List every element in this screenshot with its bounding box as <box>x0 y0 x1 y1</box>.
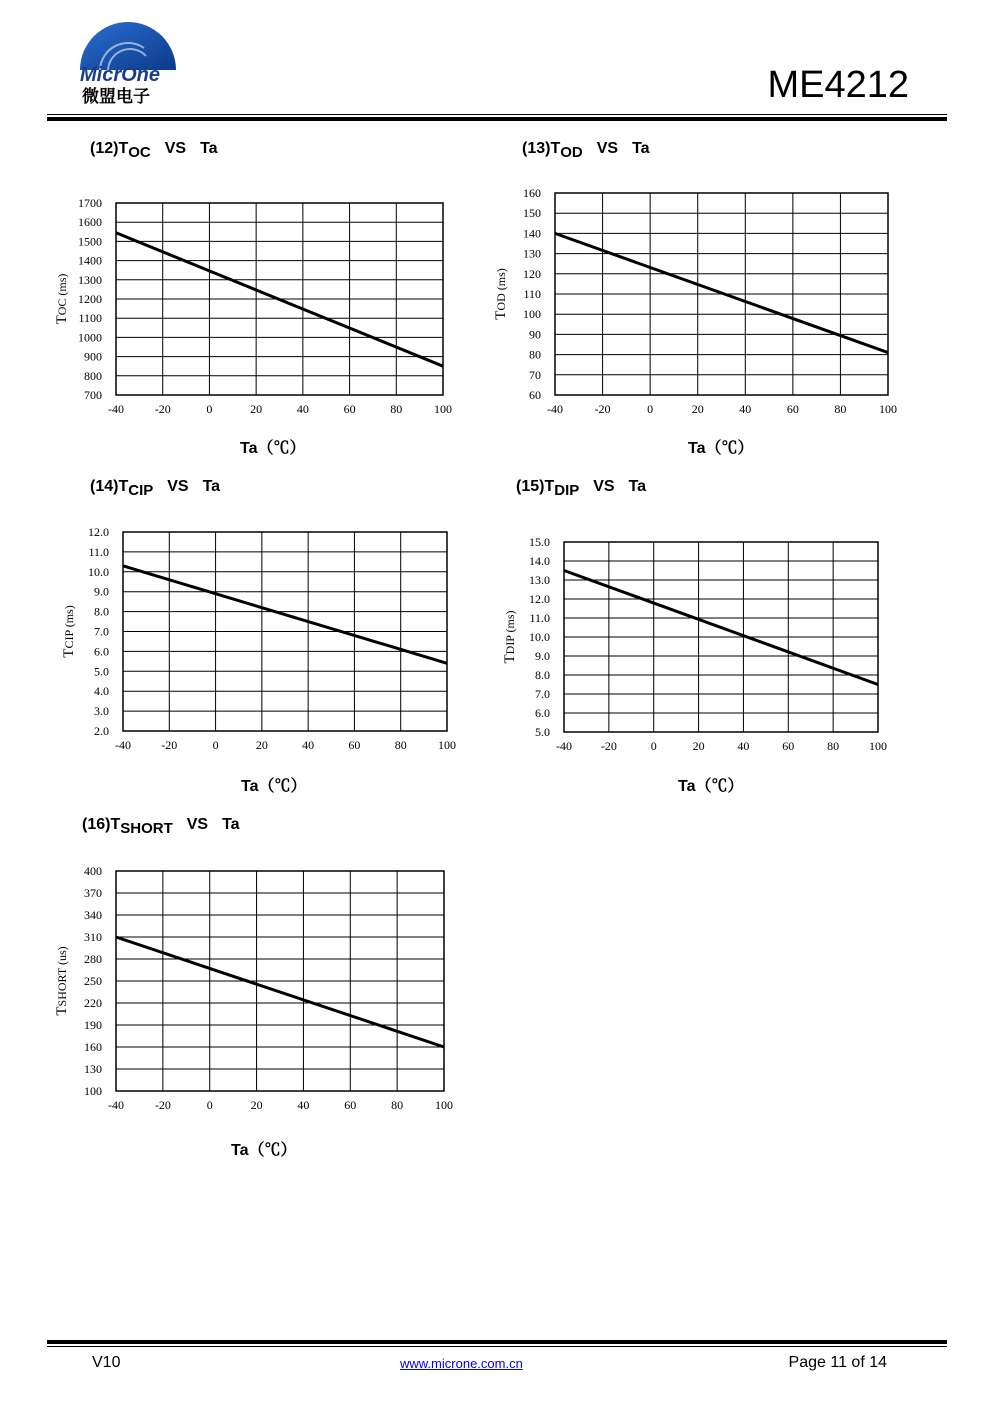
chart-15-xlabel: Ta（℃） <box>678 778 744 795</box>
y-tick-label: 11.0 <box>529 611 550 625</box>
x-tick-label: 80 <box>391 1098 404 1112</box>
y-axis-label: TSHORT (us) <box>54 946 70 1016</box>
y-tick-label: 14.0 <box>529 554 550 568</box>
y-tick-label: 9.0 <box>94 584 109 599</box>
x-tick-label: -40 <box>556 739 572 753</box>
x-tick-label: 40 <box>297 1098 310 1112</box>
y-tick-label: 1100 <box>78 311 102 326</box>
y-tick-label: 6.0 <box>94 644 109 659</box>
x-tick-label: 0 <box>650 739 657 753</box>
x-tick-label: -20 <box>594 402 611 416</box>
chart-16-xlabel: Ta（℃） <box>231 1142 297 1159</box>
footer-page-number: Page 11 of 14 <box>788 1354 887 1371</box>
x-tick-label: 80 <box>834 402 847 416</box>
y-tick-label: 140 <box>523 226 541 241</box>
x-tick-label: 40 <box>296 402 309 416</box>
y-tick-label: 1600 <box>78 215 102 230</box>
logo-cn-text: 微盟电子 <box>82 87 150 107</box>
x-tick-label: 60 <box>344 1098 357 1112</box>
y-axis-label: TDIP (ms) <box>502 610 518 664</box>
chart-title-13: (13)TOD VS Ta <box>522 140 650 161</box>
y-tick-label: 70 <box>529 367 541 382</box>
x-tick-label: -20 <box>154 402 171 416</box>
x-tick-label: 100 <box>434 402 452 416</box>
y-tick-label: 1300 <box>78 272 102 287</box>
x-tick-label: -40 <box>108 1098 124 1112</box>
y-tick-label: 700 <box>84 388 102 402</box>
y-tick-label: 160 <box>523 186 541 200</box>
y-tick-label: 120 <box>523 266 541 281</box>
y-tick-label: 7.0 <box>94 624 109 639</box>
x-tick-label: 0 <box>212 738 219 752</box>
y-axis-label: TOD (ms) <box>493 268 509 320</box>
y-tick-label: 1700 <box>78 196 102 210</box>
y-tick-label: 150 <box>523 206 541 221</box>
y-tick-label: 8.0 <box>94 604 109 619</box>
y-tick-label: 220 <box>84 996 102 1010</box>
x-tick-label: 40 <box>302 738 315 752</box>
y-tick-label: 12.0 <box>88 525 109 539</box>
y-tick-label: 340 <box>84 908 102 922</box>
y-tick-label: 5.0 <box>94 664 109 679</box>
y-tick-label: 310 <box>84 930 102 944</box>
chart-14-xlabel: Ta（℃） <box>241 778 307 795</box>
x-tick-label: 60 <box>348 738 361 752</box>
x-tick-label: 40 <box>737 739 750 753</box>
x-tick-label: 100 <box>879 402 897 416</box>
y-tick-label: 280 <box>84 952 102 966</box>
x-tick-label: -40 <box>115 738 131 752</box>
document-title: ME4212 <box>767 64 909 106</box>
y-tick-label: 13.0 <box>529 573 550 587</box>
x-tick-label: 0 <box>206 402 213 416</box>
x-tick-label: 100 <box>869 739 887 753</box>
y-tick-label: 800 <box>84 368 102 383</box>
chart-12-xlabel: Ta（℃） <box>240 440 306 457</box>
y-tick-label: 190 <box>84 1018 102 1032</box>
x-tick-label: 0 <box>647 402 654 416</box>
x-tick-label: 80 <box>394 738 407 752</box>
y-tick-label: 160 <box>84 1040 102 1054</box>
y-tick-label: 1400 <box>78 253 102 268</box>
x-tick-label: 20 <box>255 738 268 752</box>
footer-rule-thick <box>47 1340 947 1344</box>
y-tick-label: 4.0 <box>94 684 109 699</box>
footer-website-link[interactable]: www.microne.com.cn <box>400 1356 523 1371</box>
y-tick-label: 7.0 <box>535 687 550 701</box>
x-tick-label: 100 <box>438 738 456 752</box>
logo-brand-text: MicrOne <box>80 64 161 86</box>
series-line-tshort <box>116 937 444 1047</box>
x-tick-label: -20 <box>161 738 178 752</box>
y-tick-label: 400 <box>84 864 102 878</box>
x-tick-label: 0 <box>206 1098 213 1112</box>
y-tick-label: 8.0 <box>535 668 550 682</box>
chart-title-16: (16)TSHORT VS Ta <box>82 816 240 837</box>
x-tick-label: 80 <box>390 402 403 416</box>
y-tick-label: 60 <box>529 388 541 402</box>
y-axis-label: TCIP (ms) <box>61 605 77 658</box>
chart-13-xlabel: Ta（℃） <box>688 440 754 457</box>
y-tick-label: 80 <box>529 347 541 362</box>
y-tick-label: 5.0 <box>535 725 550 739</box>
y-tick-label: 370 <box>84 886 102 900</box>
x-tick-label: 100 <box>435 1098 453 1112</box>
footer-rule-thin <box>47 1346 947 1347</box>
x-tick-label: 60 <box>786 402 799 416</box>
y-tick-label: 900 <box>84 349 102 364</box>
y-tick-label: 6.0 <box>535 706 550 720</box>
y-tick-label: 100 <box>523 307 541 322</box>
x-tick-label: 80 <box>827 739 840 753</box>
chart-title-15: (15)TDIP VS Ta <box>516 478 647 499</box>
chart-title-12: (12)TOC VS Ta <box>90 140 218 161</box>
x-tick-label: 20 <box>691 402 704 416</box>
y-axis-label: TOC (ms) <box>54 273 70 325</box>
y-tick-label: 1500 <box>78 234 102 249</box>
chart-title-14: (14)TCIP VS Ta <box>90 478 221 499</box>
y-tick-label: 11.0 <box>88 544 109 559</box>
x-tick-label: 40 <box>739 402 752 416</box>
y-tick-label: 1000 <box>78 330 102 345</box>
x-tick-label: -40 <box>108 402 124 416</box>
footer-version: V10 <box>92 1354 121 1371</box>
y-tick-label: 10.0 <box>529 630 550 644</box>
y-tick-label: 250 <box>84 974 102 988</box>
y-tick-label: 130 <box>523 246 541 261</box>
x-tick-label: -20 <box>154 1098 171 1112</box>
y-tick-label: 130 <box>84 1062 102 1076</box>
y-tick-label: 3.0 <box>94 704 109 719</box>
x-tick-label: 60 <box>782 739 795 753</box>
x-tick-label: 20 <box>250 402 263 416</box>
y-tick-label: 12.0 <box>529 592 550 606</box>
x-tick-label: 60 <box>343 402 356 416</box>
x-tick-label: -20 <box>600 739 617 753</box>
x-tick-label: -40 <box>547 402 563 416</box>
y-tick-label: 10.0 <box>88 564 109 579</box>
y-tick-label: 110 <box>523 287 541 301</box>
y-tick-label: 1200 <box>78 292 102 306</box>
y-tick-label: 9.0 <box>535 649 550 663</box>
y-tick-label: 90 <box>529 327 541 342</box>
x-tick-label: 20 <box>250 1098 263 1112</box>
y-tick-label: 2.0 <box>94 724 109 738</box>
y-tick-label: 100 <box>84 1084 102 1098</box>
y-tick-label: 15.0 <box>529 535 550 549</box>
x-tick-label: 20 <box>692 739 705 753</box>
